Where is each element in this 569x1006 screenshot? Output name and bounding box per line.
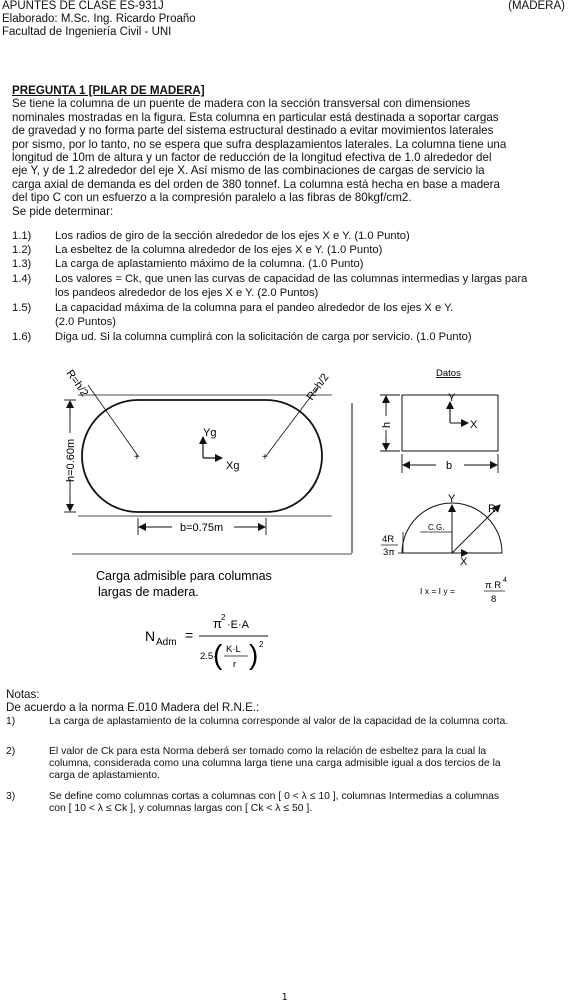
item-number: 1.6) <box>12 331 32 343</box>
question-line: nominales mostradas en la figura. Esta columna en particular está destinada a soportar cargas <box>12 110 499 124</box>
note-line: carga de aplastamiento. <box>49 770 160 782</box>
formula-kl: K·L <box>226 644 241 655</box>
caption-line-2: largas de madera. <box>98 585 199 599</box>
question-line: longitud de 10m de altura y un factor de reducción de la longitud efectiva de 1.0 alrededor del <box>12 151 492 165</box>
item-number: 1.2) <box>12 244 32 256</box>
note-line: Se define como columnas cortas a columnas con [ 0 < λ ≤ 10 ], columnas Intermedias a columnas <box>49 791 500 802</box>
note-number: 2) <box>6 746 16 757</box>
item-text: los pandeos alrededor de los ejes X e Y. (2.0 Puntos) <box>55 287 319 299</box>
formula-numerator-rest: ·E·A <box>227 619 249 631</box>
formula-equals: = <box>185 627 194 643</box>
datos-title: Datos <box>436 368 461 379</box>
item-number: 1.3) <box>12 258 32 270</box>
formula-lhs: N <box>145 628 156 644</box>
course-title: APUNTES DE CLASE ES-931J <box>2 0 164 12</box>
caption-line-1: Carga admisible para columnas <box>96 569 272 583</box>
note-number: 1) <box>6 716 16 727</box>
frac-numerator: 4R <box>382 534 395 545</box>
semi-radius-line <box>452 513 492 553</box>
question-block <box>12 84 560 218</box>
rect-x-label: X <box>470 419 478 431</box>
question-line: Se tiene la columna de un puente de madera con la sección transversal con dimensiones <box>12 97 471 111</box>
item-text: (2.0 Puntos) <box>55 316 116 328</box>
xg-label: Xg <box>226 460 240 472</box>
item-number: 1.5) <box>12 302 32 314</box>
formula-r: r <box>233 659 237 670</box>
question-line: de gravedad y no forma parte del sistema estructural destinado a evitar movimientos laterales <box>12 124 494 138</box>
b-dimension-label: b=0.75m <box>180 522 224 534</box>
topic-title: (MADERA) <box>508 0 565 12</box>
column-section-figure <box>0 355 569 675</box>
right-radius-label: R=h/2 <box>304 371 332 403</box>
yg-label: Yg <box>203 427 217 439</box>
rect-y-label: Y <box>448 392 456 404</box>
inertia-exponent: 4 <box>503 577 507 584</box>
formula-open-paren: ( <box>213 639 223 670</box>
item-number: 1.1) <box>12 230 32 242</box>
rect-h-label: h <box>381 421 393 428</box>
author-line: Elaborado: M.Sc. Ing. Ricardo Proaño <box>2 13 196 25</box>
question-ask: Se pide determinar: <box>12 204 114 218</box>
notes-subtitle: De acuerdo a la norma E.010 Madera del R.N.E.: <box>6 701 260 715</box>
rect-b-label: b <box>446 460 453 472</box>
note-line: con [ 10 < λ ≤ Ck ], y columnas largas con [ Ck < λ ≤ 50 ]. <box>49 803 313 815</box>
notes-header <box>6 688 566 715</box>
item-text: Los valores = Ck, que unen las curvas de capacidad de las columnas intermedias y largas para <box>55 273 528 285</box>
item-text: La capacidad máxima de la columna para el pandeo alrededor de los ejes X e Y. <box>55 302 454 314</box>
question-line: del tipo C con un esfuerzo a la compresión paralelo a las fibras de 80kgf/cm2. <box>12 191 412 205</box>
note-line: El valor de Ck para esta Norma deberá ser tomado como la relación de esbeltez para la cual la <box>49 746 487 757</box>
formula-close-paren: ) <box>249 639 259 670</box>
formula-lhs-subscript: Adm <box>156 637 177 648</box>
item-text: Los radios de giro de la sección alrededor de los ejes X e Y. (1.0 Punto) <box>55 230 410 242</box>
formula-den-coef: 2.5· <box>200 651 217 662</box>
question-line: por sismo, por lo tanto, no se espera que sufra desplazamientos laterales. La columna tiene una <box>12 137 507 151</box>
notes-title: Notas: <box>6 688 40 701</box>
note-number: 3) <box>6 791 16 802</box>
faculty-line: Facultad de Ingeniería Civil - UNI <box>2 26 172 38</box>
note-line: columna, considerada como una columna larga tiene una carga admisible igual a dos tercios de la <box>49 758 501 770</box>
item-text: Diga ud. Si la columna cumplirá con la solicitación de carga por servicio. (1.0 Punto) <box>55 331 472 343</box>
frac-denominator: 3π <box>383 547 395 558</box>
item-text: La esbeltez de la columna alrededor de los ejes X e Y. (1.0 Punto) <box>55 244 383 256</box>
question-title: PREGUNTA 1 [PILAR DE MADERA] <box>12 84 205 97</box>
semi-r-label: R <box>488 503 496 515</box>
semi-x-label: X <box>460 556 468 568</box>
formula-numerator-pi: π <box>213 616 222 631</box>
formula-den-exponent: 2 <box>259 640 264 649</box>
formula-numerator-exponent: 2 <box>221 613 226 622</box>
item-number: 1.4) <box>12 273 32 285</box>
semi-y-label: Y <box>448 493 456 505</box>
question-line: eje Y, y de 1.2 alrededor del eje X. Así mismo de las combinaciones de cargas de servicio la <box>12 164 485 178</box>
semi-cg-label: C.G. <box>428 523 445 532</box>
right-center-mark: + <box>262 452 268 463</box>
page-number: 1 <box>281 992 288 1003</box>
left-center-mark: + <box>134 452 140 463</box>
item-text: La carga de aplastamiento máximo de la columna. (1.0 Punto) <box>55 258 364 270</box>
inertia-denominator: 8 <box>491 594 497 605</box>
inertia-label: I x = I y = <box>420 586 455 596</box>
inertia-numerator: π R <box>485 580 502 591</box>
h-dimension-label: h=0.60m <box>65 438 77 482</box>
left-radius-label: R=h/2 <box>63 367 91 400</box>
stadium-section <box>82 400 322 512</box>
question-line: carga axial de demanda es del orden de 380 tonnef. La columna está hecha en base a madera <box>12 177 500 191</box>
note-line: La carga de aplastamiento de la columna corresponde al valor de la capacidad de la columna corta. <box>49 716 509 727</box>
